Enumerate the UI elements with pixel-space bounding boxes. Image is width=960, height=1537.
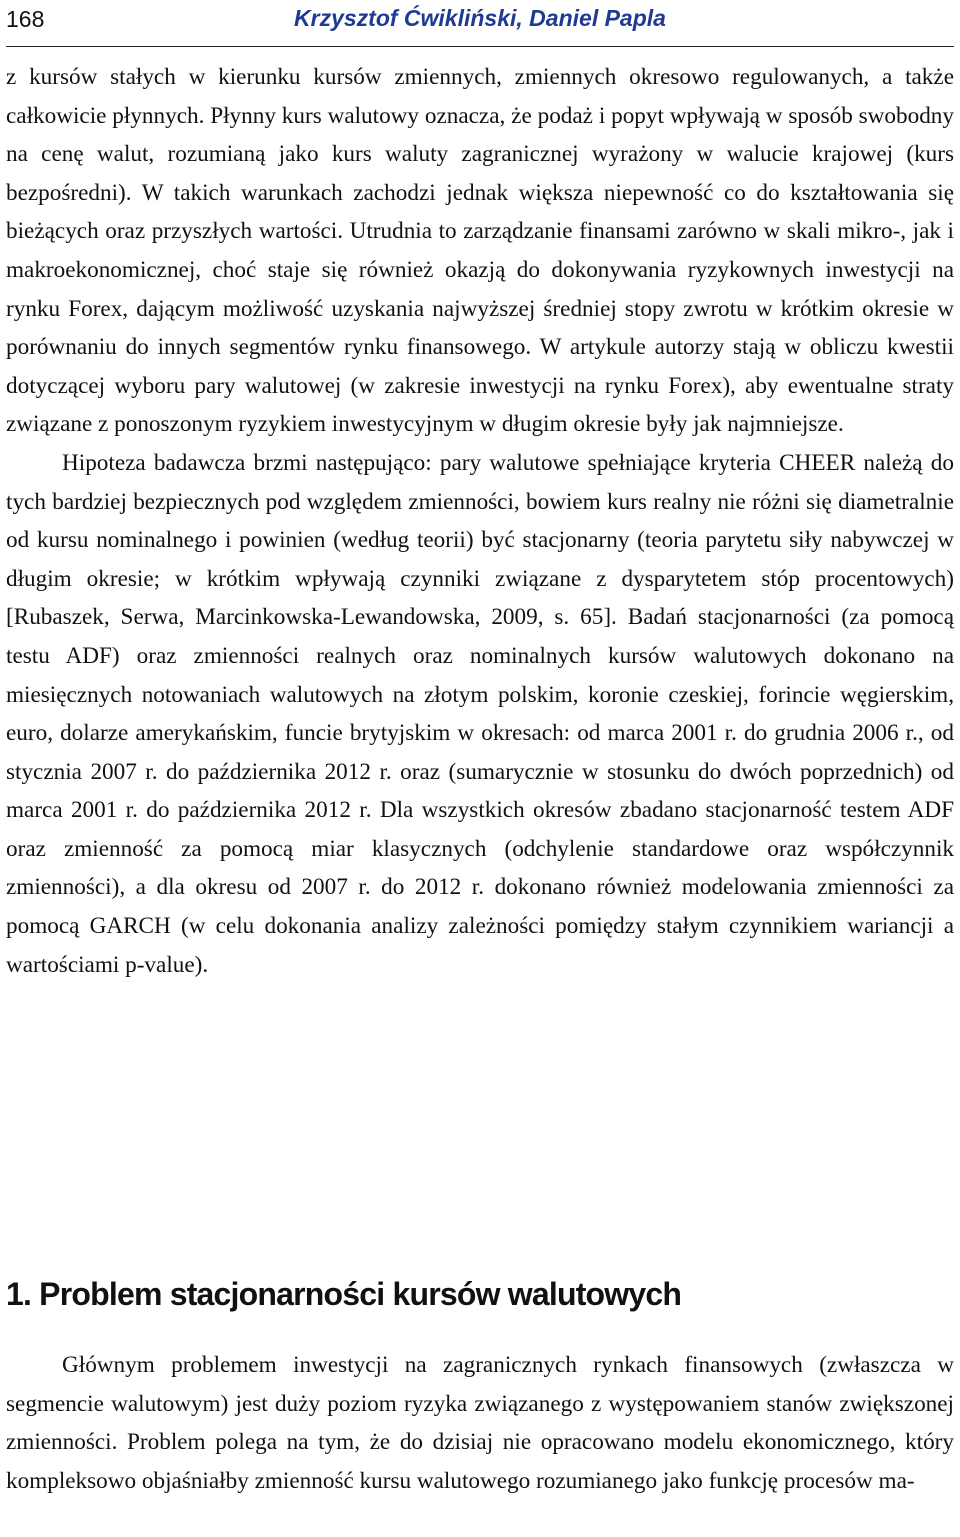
page-number: 168 [6, 6, 45, 32]
body-text [6, 58, 954, 984]
paragraph-intro: z kursów stałych w kierunku kursów zmiennych, zmiennych okresowo regulowanych, a także całkowicie płynnych. Płynny kurs walutowy oznacza, że podaż i popyt wpływają w sposób swobodny na cenę walut, rozumianą jako kurs waluty zagranicznej wyrażony w walucie krajowej (kurs bezpośredni). W takich warunkach zachodzi jednak większa niepewność co do kształtowania się bieżących oraz przyszłych wartości. Utrudnia to zarządzanie finansami zarówno w skali mikro-, jak i makroekonomicznej, choć staje się również okazją do dokonywania ryzykownych inwestycji na rynku Forex, dającym możliwość uzyskania najwyższej średniej stopy zwrotu w krótkim okresie w porównaniu do innych segmentów rynku finansowego. W artykule autorzy stają w obliczu kwestii dotyczącej wyboru pary walutowej (w zakresie inwestycji na rynku Forex), aby ewentualne straty związane z ponoszonym ryzykiem inwestycyjnym w długim okresie były jak najmniejsze. [6, 64, 954, 438]
page-header [6, 0, 954, 47]
section-body-text [6, 1346, 954, 1500]
section-heading: 1. Problem stacjonarności kursów walutowych [6, 1276, 682, 1312]
paragraph-section-1: Głównym problemem inwestycji na zagranicznych rynkach finansowych (zwłaszcza w segmencie walutowym) jest duży poziom ryzyka związanego z występowaniem stanów zwiększonej zmienności. Problem polega na tym, że do dzisiaj nie opracowano modelu ekonomicznego, który kompleksowo objaśniałby zmienność kursu walutowego rozumianego jako funkcję procesów ma- [6, 1352, 954, 1494]
running-title: Krzysztof Ćwikliński, Daniel Papla [294, 5, 666, 31]
paragraph-hypothesis: Hipoteza badawcza brzmi następująco: pary walutowe spełniające kryteria CHEER należą do tych bardziej bezpiecznych pod względem zmienności, bowiem kurs realny nie różni się diametralnie od kursu nominalnego i powinien (według teorii) być stacjonarny (teoria parytetu siły nabywczej w długim okresie; w krótkim wpływają czynniki związane z dysparytetem stóp procentowych) [Rubaszek, Serwa, Marcinkowska-Lewandowska, 2009, s. 65]. Badań stacjonarności (za pomocą testu ADF) oraz zmienności realnych oraz nominalnych kursów walutowych dokonano na miesięcznych notowaniach walutowych na złotym polskim, koronie czeskiej, forincie węgierskim, euro, dolarze amerykańskim, funcie brytyjskim w okresach: od marca 2001 r. do grudnia 2006 r., od stycznia 2007 r. do października 2012 r. oraz (sumarycznie w stosunku do dwóch poprzednich) od marca 2001 r. do października 2012 r. Dla wszystkich okresów zbadano stacjonarność testem ADF oraz zmienność za pomocą miar klasycznych (odchylenie standardowe oraz współczynnik zmienności), a dla okresu od 2007 r. do 2012 r. dokonano również modelowania zmienności za pomocą GARCH (w celu dokonania analizy zależności pomiędzy stałym czynnikiem wariancji a wartościami p-value). [6, 449, 954, 978]
